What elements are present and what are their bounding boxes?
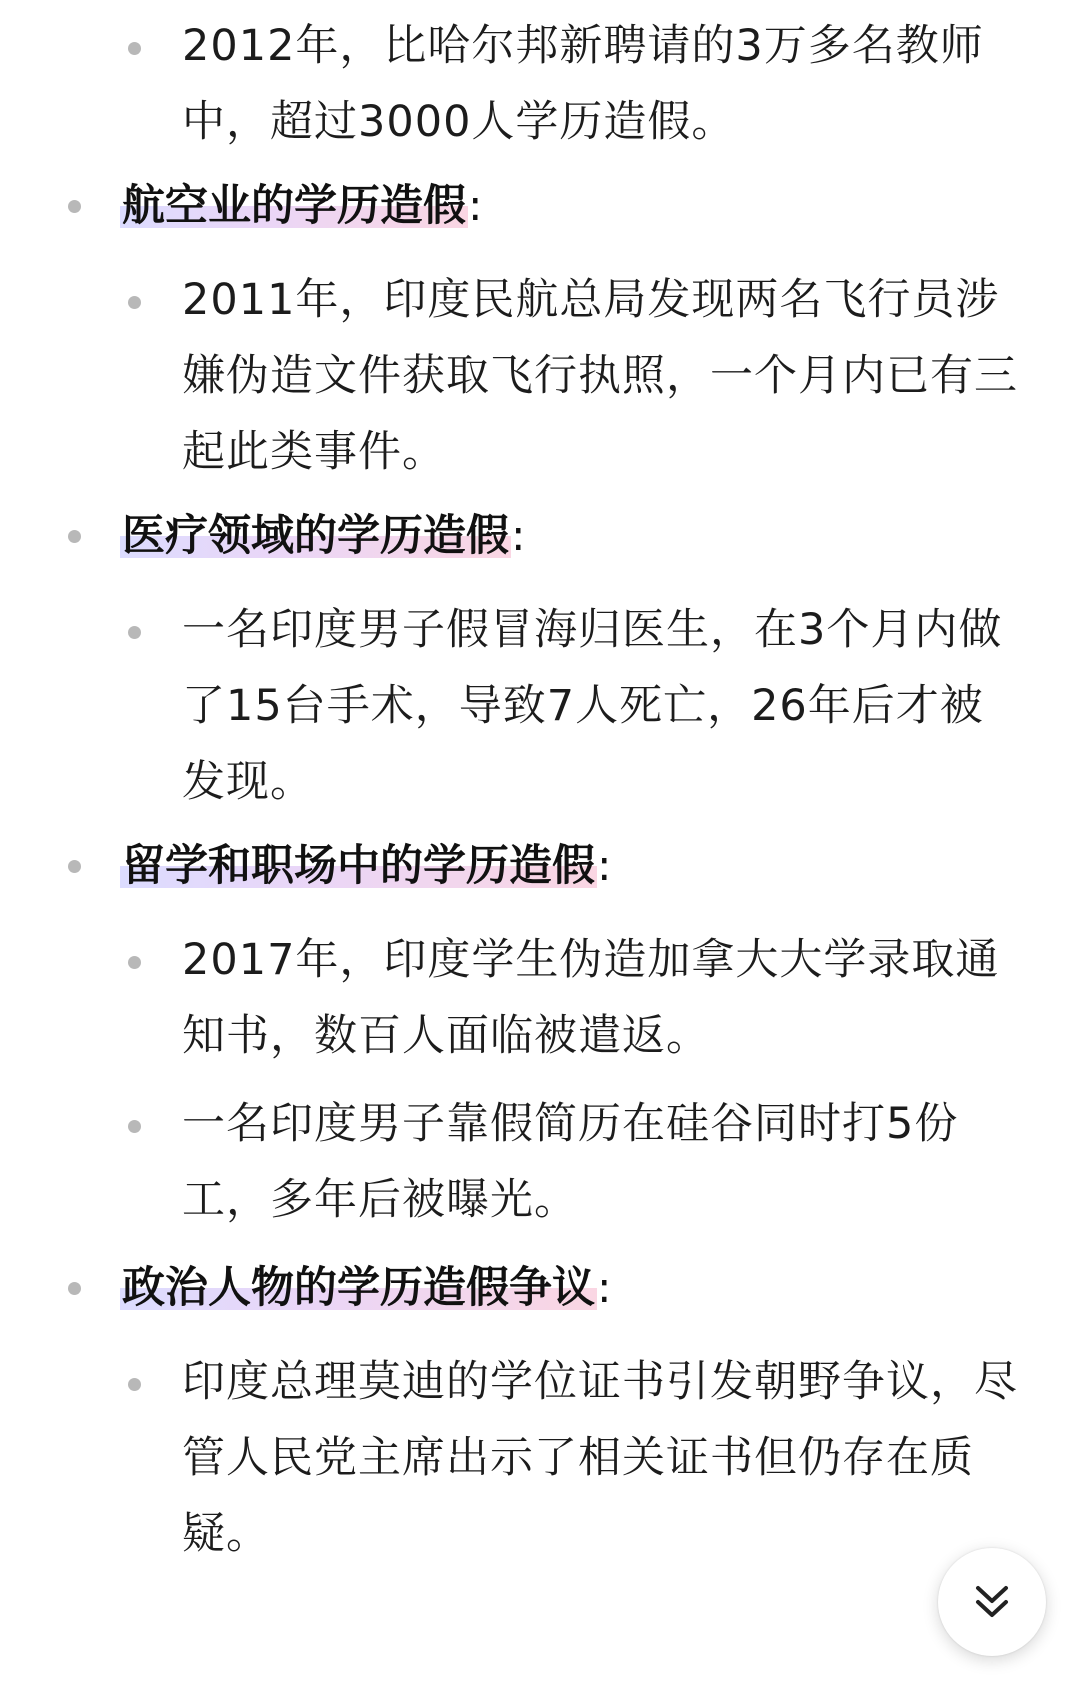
list-bullet [68,1282,81,1295]
list-bullet [128,1378,141,1391]
list-bullet [128,296,141,309]
list-bullet [128,626,141,639]
list-item: 印度总理莫迪的学位证书引发朝野争议，尽管人民党主席出示了相关证书但仍存在质疑。 [182,1357,1018,1559]
section-heading [120,168,483,244]
heading-colon: : [468,181,483,231]
section-heading-text: 航空业的学历造假 [122,181,466,231]
section-heading [120,1250,612,1326]
section-heading [120,828,612,904]
heading-colon: : [597,1263,612,1313]
section-heading-text: 医疗领域的学历造假 [122,511,509,561]
list-bullet [68,530,81,543]
section-heading [120,498,526,574]
list-item: 一名印度男子假冒海归医生，在3个月内做了15台手术，导致7人死亡，26年后才被发现。 [182,605,1003,807]
list-bullet [128,42,141,55]
section-heading-text: 留学和职场中的学历造假 [122,841,595,891]
list-bullet [68,860,81,873]
section-heading-text: 政治人物的学历造假争议 [122,1263,595,1313]
scroll-to-bottom-button[interactable] [938,1548,1046,1656]
list-item: 一名印度男子靠假简历在硅谷同时打5份工，多年后被曝光。 [182,1099,959,1225]
list-item: 2011年，印度民航总局发现两名飞行员涉嫌伪造文件获取飞行执照，一个月内已有三起此类事件。 [182,275,1018,477]
list-item: 2012年，比哈尔邦新聘请的3万多名教师中，超过3000人学历造假。 [182,21,984,147]
chevron-double-down-icon [970,1580,1014,1624]
list-bullet [128,1120,141,1133]
list-bullet [68,200,81,213]
heading-colon: : [511,511,526,561]
heading-colon: : [597,841,612,891]
list-item: 2017年，印度学生伪造加拿大大学录取通知书，数百人面临被遣返。 [182,935,1000,1061]
list-bullet [128,956,141,969]
